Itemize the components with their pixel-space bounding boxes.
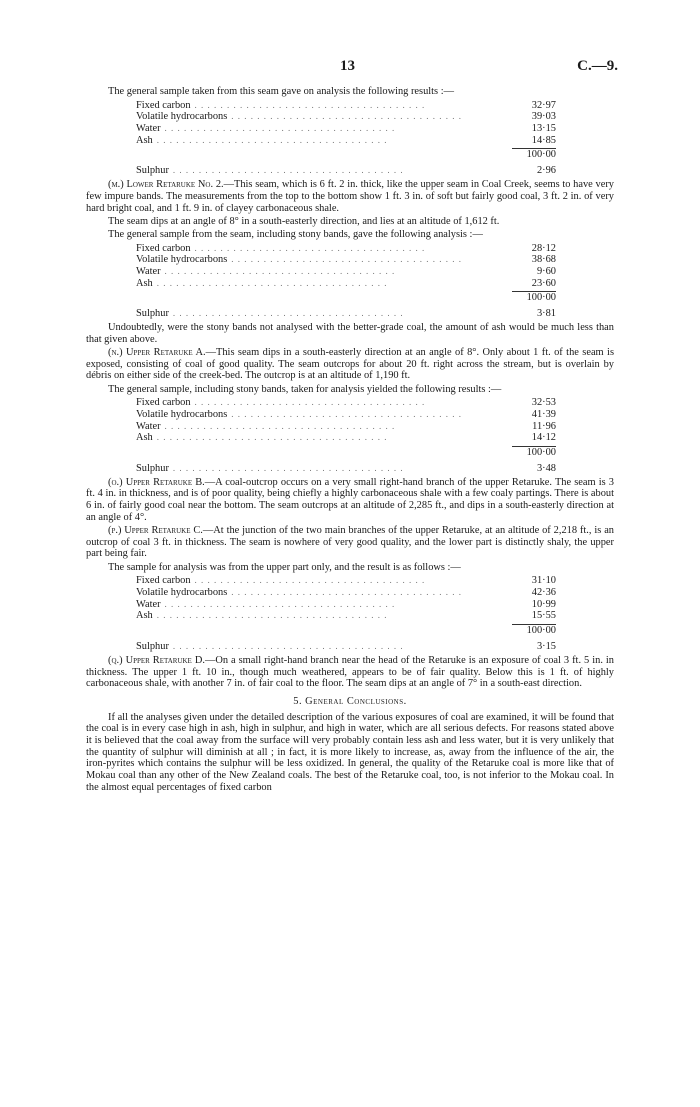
analysis-value: 32·97 [531,99,556,111]
sulphur-value: 3·15 [536,641,556,653]
analysis-value: 32·53 [531,397,556,409]
analysis-row [136,135,556,147]
analysis-value: 14·12 [531,432,556,444]
analysis-total: 100·00 [526,447,556,459]
analysis-label: Volatile hydrocarbons [136,587,228,599]
analysis-value: 39·03 [531,111,556,123]
sulphur-row [136,641,556,653]
analysis-total: 100·00 [526,292,556,304]
analysis-value: 11·96 [532,420,556,432]
analysis-label: Fixed carbon [136,397,191,409]
paragraph-intro-2: The general sample from the seam, including stony bands, gave the following analysis :— [108,228,483,240]
analysis-value: 28·12 [531,242,556,254]
analysis-row [136,243,556,255]
analysis-value: 42·36 [531,587,556,599]
paragraph-intro-3: The general sample, including stony bands, taken for analysis yielded the following results :— [108,383,502,395]
section-title-general-conclusions: 5. General Conclusions. [293,695,407,707]
analysis-value: 41·39 [531,409,556,420]
document-reference: C.—9. [577,58,618,74]
section-heading-n: (n.) Upper Retaruke A. [108,347,206,358]
sulphur-value: 3·81 [536,308,556,320]
leader-dots [161,599,518,611]
analysis-row [136,587,556,599]
analysis-table-1 [136,100,556,177]
analysis-label: Ash [136,432,153,444]
analysis-label: Fixed carbon [136,242,191,254]
sulphur-row [136,165,556,177]
leader-dots [227,587,518,599]
analysis-total-row [136,149,556,162]
analysis-total-row [136,292,556,305]
paragraph-text-n: —This seam dips in a south-easterly direction at an angle of 8°. Only about 1 ft. of the seam is exposed, consisting of coal of good quality. The seam outcrops for about 20 ft. right across the stream, but is overlain by débris on either side of the creek-bed. The outcrop is at an altitude of 1,190 ft. [86,347,614,382]
leader-dots [191,397,518,409]
leader-dots [191,575,518,587]
analysis-total-row [136,447,556,460]
leader-dots [227,111,518,123]
analysis-label: Volatile hydrocarbons [136,409,228,420]
paragraph-text-m: —This seam, which is 6 ft. 2 in. thick, like the upper seam in Coal Creek, seems to have very few impure bands. The measurements from the top to the bottom show 1 ft. 3 in. of soft but fairly good coal, 3 ft. 2 in. of very hard bright coal, and 1 ft. 9 in. of clayey carbonaceous shale. [86,179,614,214]
analysis-value: 23·60 [531,277,556,289]
analysis-row [136,254,556,266]
leader-dots [153,278,518,290]
analysis-label: Ash [136,277,153,289]
analysis-label: Fixed carbon [136,575,191,587]
analysis-row [136,599,556,611]
paragraph-text-q: —On a small right-hand branch near the head of the Retaruke is an exposure of coal 3 ft. 5 in. in thickness. The upper 1 ft. 10 in., though much weathered, appears to be of fair quality. Below this is 1 ft. of highly carbonaceous shale, with another 7 in. of fair coal to the floor. The seam dips at an angle of 7° in a south-east direction. [86,654,614,690]
analysis-row [136,100,556,112]
leader-dots [169,641,518,653]
analysis-value: 9·60 [536,266,556,278]
page-number: 13 [340,58,355,74]
analysis-label: Water [136,123,161,135]
analysis-row [136,266,556,278]
paragraph-conclusions: If all the analyses given under the detailed description of the various exposures of coal are examined, it will be found that the coal is in every case high in ash, high in sulphur, and high in water, which are all serious defects. For reasons stated above it is believed that the coal away from the surface will very probably contain less ash and less water, but it is very unlikely that the quantity of sulphur will diminish at all ; in fact, it is more likely to increase, as, away from the influence of the air, the iron-pyrites which contains the sulphur will be less oxidized. In general, the quality of the Retaruke coal is more like that of Mokau coal than any other of the New Zealand coals. The best of the Retaruke coal, too, is not inferior to the Mokau coal. In the almost equal percentages of fixed carbon [86,711,614,793]
sulphur-value: 2·96 [536,165,556,177]
section-heading-m: (m.) Lower Retaruke No. 2. [108,179,224,191]
analysis-row [136,111,556,123]
leader-dots [227,254,518,266]
page-body [86,86,614,795]
paragraph-intro-1: The general sample taken from this seam gave on analysis the following results :— [108,86,454,97]
paragraph-seam-dip: The seam dips at an angle of 8° in a south-easterly direction, and lies at an altitude of 1,612 ft. [108,215,500,227]
analysis-value: 31·10 [531,575,556,587]
leader-dots [191,100,518,112]
analysis-row [136,432,556,444]
sulphur-value: 3·48 [536,463,556,475]
sulphur-row [136,463,556,475]
paragraph-upper-retaruke-b [86,477,614,524]
analysis-row [136,421,556,433]
leader-dots [169,165,518,177]
analysis-label: Water [136,266,161,278]
analysis-label: Water [136,420,161,432]
sulphur-label: Sulphur [136,308,169,320]
analysis-row [136,409,556,421]
analysis-label: Volatile hydrocarbons [136,111,228,123]
analysis-total-row [136,625,556,638]
analysis-row [136,575,556,587]
analysis-label: Ash [136,134,153,146]
analysis-table-4 [136,575,556,652]
sulphur-label: Sulphur [136,165,169,177]
section-heading-o: (o.) Upper Retaruke B. [108,476,205,488]
paragraph-upper-retaruke-c [86,525,614,560]
sulphur-label: Sulphur [136,641,169,653]
analysis-total: 100·00 [526,625,556,637]
analysis-table-2 [136,243,556,320]
leader-dots [169,308,518,320]
paragraph-undoubtedly: Undoubtedly, were the stony bands not analysed with the better-grade coal, the amount of ash would be much less than that given above. [86,322,614,345]
analysis-label: Fixed carbon [136,99,191,111]
leader-dots [169,463,518,475]
paragraph-intro-4: The sample for analysis was from the upper part only, and the result is as follows :— [108,561,461,573]
paragraph-lower-retaruke-2 [86,179,614,214]
leader-dots [161,266,518,278]
analysis-row [136,278,556,290]
analysis-value: 10·99 [531,598,556,610]
analysis-value: 38·68 [531,254,556,266]
analysis-row [136,123,556,135]
analysis-row [136,397,556,409]
leader-dots [227,409,518,421]
leader-dots [153,610,518,622]
analysis-row [136,610,556,622]
analysis-value: 14·85 [531,134,556,146]
paragraph-upper-retaruke-d [86,655,614,690]
analysis-label: Volatile hydrocarbons [136,254,228,266]
analysis-value: 13·15 [531,123,556,135]
section-heading-p: (p.) Upper Retaruke C. [108,525,203,537]
analysis-label: Ash [136,610,153,622]
leader-dots [153,432,518,444]
paragraph-text-o: —A coal-outcrop occurs on a very small right-hand branch of the upper Retaruke. The seam is 3 ft. 4 in. in thickness, and is of poor quality, being chiefly a highly carbonaceous shale with a few coaly partings. There is about 6 in. of fairly good coal near the bottom. The seam outcrops at an altitude of 2,285 ft., and dips in a south-easterly direction at an angle of 4°. [86,476,614,523]
leader-dots [161,421,518,433]
paragraph-text-p: —At the junction of the two main branches of the upper Retaruke, at an altitude of 2,218 ft., is an outcrop of coal 3 ft. in thickness. The seam is nowhere of very good quality, and the lower part is distinctly shaly, the upper part being fair. [86,525,614,560]
section-heading-q: (q.) Upper Retaruke D. [108,654,205,666]
paragraph-upper-retaruke-a [86,347,614,382]
sulphur-row [136,308,556,320]
leader-dots [161,123,518,135]
page-header [0,58,700,80]
sulphur-label: Sulphur [136,463,169,475]
analysis-label: Water [136,598,161,610]
analysis-table-3 [136,397,556,474]
analysis-value: 15·55 [531,610,556,622]
analysis-total: 100·00 [526,149,556,161]
leader-dots [153,135,518,147]
leader-dots [191,243,518,255]
